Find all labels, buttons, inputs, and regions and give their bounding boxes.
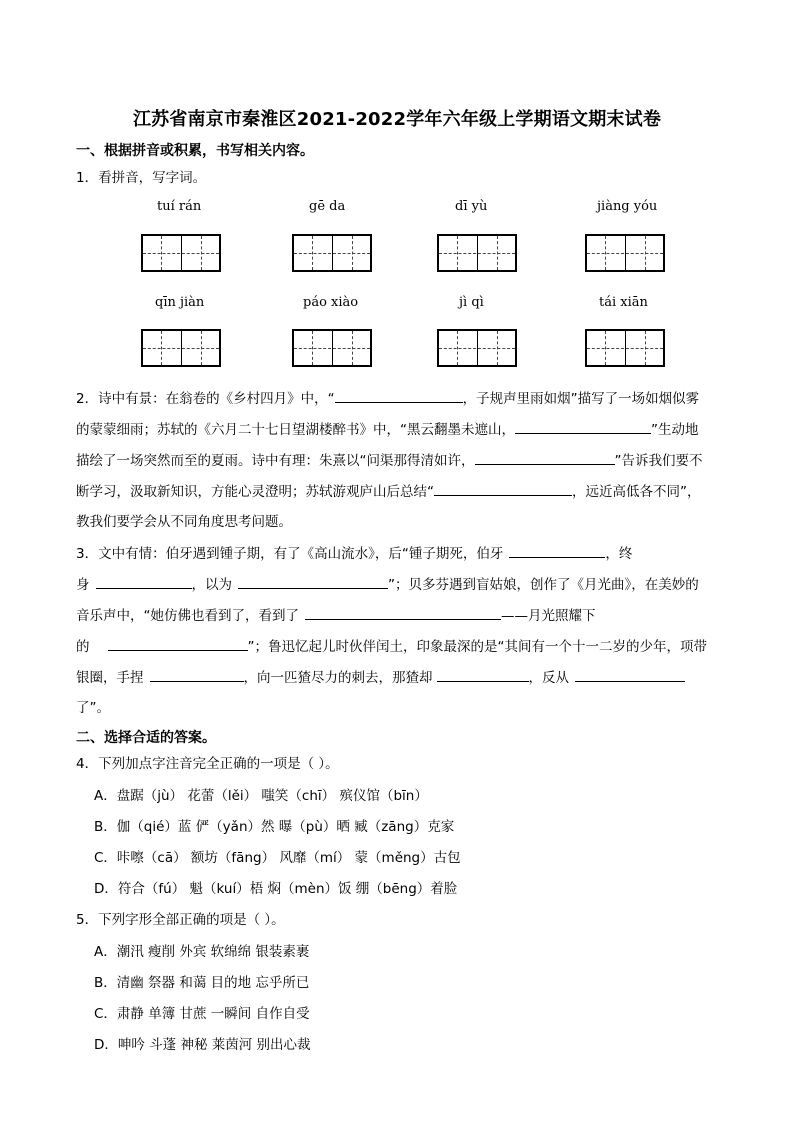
- q3-line-1: [76, 543, 632, 564]
- section-1-heading: 一、根据拼音或积累，书写相关内容。: [76, 143, 314, 159]
- q2-text: 2．诗中有景：在翁卷的《乡村四月》中，“: [76, 391, 335, 407]
- answer-blank[interactable]: [108, 636, 248, 651]
- q4-option-a[interactable]: A．盘踞（jù） 花蕾（lěi） 嗤笑（chī） 殡仪馆（bīn）: [94, 788, 428, 804]
- q3-text: 身: [76, 577, 90, 593]
- writing-grid[interactable]: [141, 234, 221, 272]
- answer-blank[interactable]: [335, 388, 463, 403]
- pinyin-geda: gē da: [309, 199, 346, 214]
- q3-text: 音乐声中，“她仿佛也看到了，看到了: [76, 608, 299, 624]
- q3-line-4: [76, 636, 707, 657]
- q4-stem: 4．下列加点字注音完全正确的一项是（ ）。: [76, 756, 339, 772]
- q2-text: ”告诉我们要不: [614, 453, 703, 469]
- pinyin-jiqi: jì qì: [459, 295, 484, 310]
- writing-grid[interactable]: [437, 329, 517, 367]
- page-title: 江苏省南京市秦淮区2021-2022学年六年级上学期语文期末试卷: [132, 109, 662, 130]
- answer-blank[interactable]: [515, 419, 651, 434]
- answer-blank[interactable]: [434, 481, 572, 496]
- q3-text: 的: [76, 639, 90, 655]
- pinyin-tuiran: tuí rán: [157, 199, 202, 214]
- pinyin-jiangyou: jiàng yóu: [597, 199, 658, 214]
- q4-option-d[interactable]: D．符合（fú） 魁（kuí）梧 焖（mèn）饭 绷（bēng）着脸: [94, 881, 458, 897]
- answer-blank[interactable]: [475, 450, 615, 465]
- q2-line-4: [76, 481, 701, 502]
- pinyin-paoxiao: páo xiào: [303, 295, 359, 310]
- q3-line-2: [76, 574, 699, 595]
- q3-text: ，反从: [528, 670, 569, 686]
- writing-grid[interactable]: [437, 234, 517, 272]
- q3-text: ”；贝多芬遇到盲姑娘，创作了《月光曲》，在美妙的: [388, 577, 699, 593]
- q3-text: ”；鲁迅忆起儿时伙伴闰土，印象最深的是“其间有一个十一二岁的少年，项带: [247, 639, 707, 655]
- q3-text: ，终: [605, 546, 633, 562]
- writing-grid[interactable]: [292, 329, 372, 367]
- answer-blank[interactable]: [509, 543, 605, 558]
- q2-text: ”生动地: [651, 422, 699, 438]
- pinyin-taixian: tái xiān: [599, 295, 648, 310]
- q2-text: 描绘了一场突然而至的夏雨。诗中有理：朱熹以“问渠那得清如许，: [76, 453, 475, 469]
- q3-line-3: [76, 605, 596, 626]
- q2-text: ，子规声里雨如烟”描写了一场如烟似雾: [462, 391, 700, 407]
- section-2-heading: 二、选择合适的答案。: [76, 730, 216, 746]
- q4-option-b[interactable]: B．伽（qié）蓝 俨（yǎn）然 曝（pù）晒 臧（zāng）克家: [94, 819, 455, 835]
- q2-line-3: [76, 450, 703, 471]
- q2-line-1: [76, 388, 699, 409]
- q5-stem: 5．下列字形全部正确的项是（ ）。: [76, 912, 285, 928]
- answer-blank[interactable]: [305, 605, 501, 620]
- writing-grid[interactable]: [292, 234, 372, 272]
- q3-text: 银圈，手捏: [76, 670, 144, 686]
- answer-blank[interactable]: [437, 667, 529, 682]
- q3-text: ——月光照耀下: [501, 608, 596, 624]
- writing-grid[interactable]: [141, 329, 221, 367]
- q2-text: 的蒙蒙细雨；苏轼的《六月二十七日望湖楼醉书》中，“黑云翻墨未遮山，: [76, 422, 515, 438]
- q3-text: ，向一匹猹尽力的刺去，那猹却: [243, 670, 433, 686]
- q3-text: 3．文中有情：伯牙遇到锺子期，有了《高山流水》，后“锺子期死，伯牙: [76, 546, 504, 562]
- q3-line-6: 了”。: [76, 700, 110, 716]
- pinyin-diyu: dī yù: [455, 199, 488, 214]
- answer-blank[interactable]: [96, 574, 192, 589]
- q5-option-a[interactable]: A．潮汛 瘦削 外宾 软绵绵 银装素裹: [94, 944, 310, 960]
- q2-text: 断学习，汲取新知识，方能心灵澄明；苏轼游观庐山后总结“: [76, 484, 434, 500]
- writing-grid[interactable]: [585, 329, 665, 367]
- q5-option-b[interactable]: B．清幽 祭器 和蔼 目的地 忘乎所已: [94, 975, 310, 991]
- q1-label: 1．看拼音，写字词。: [76, 170, 207, 186]
- q2-line-5: 教我们要学会从不同角度思考问题。: [76, 514, 292, 530]
- q4-option-c[interactable]: C．咔嚓（cā） 额坊（fāng） 风靡（mí） 蒙（měng）古包: [94, 850, 461, 866]
- q5-option-c[interactable]: C．肃静 单簿 甘蔗 一瞬间 自作自受: [94, 1006, 310, 1022]
- answer-blank[interactable]: [238, 574, 388, 589]
- q2-text: ，远近高低各不同”，: [572, 484, 701, 500]
- q2-line-2: [76, 419, 699, 440]
- q3-text: ，以为: [191, 577, 232, 593]
- q5-option-d[interactable]: D．呻吟 斗蓬 神秘 莱茵河 别出心裁: [94, 1037, 311, 1053]
- answer-blank[interactable]: [150, 667, 244, 682]
- pinyin-qinjian: qīn jiàn: [155, 295, 205, 310]
- writing-grid[interactable]: [585, 234, 665, 272]
- q3-line-5: [76, 667, 685, 688]
- answer-blank[interactable]: [575, 667, 685, 682]
